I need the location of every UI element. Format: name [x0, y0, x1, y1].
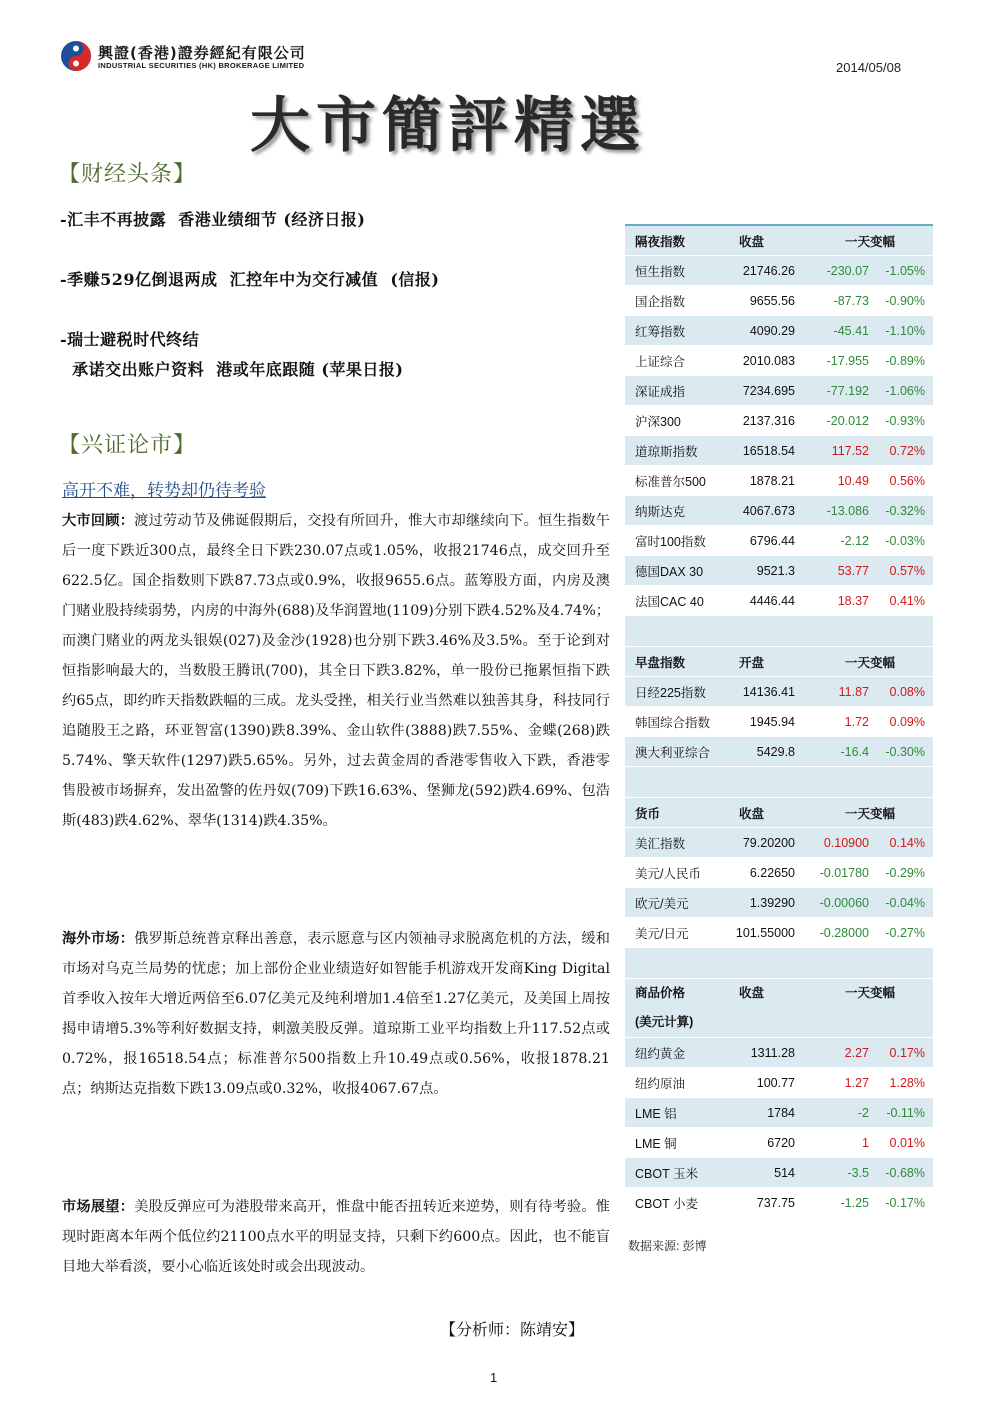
table-row [625, 1128, 933, 1158]
row-change-cell: 53.77 [837, 563, 869, 578]
market-data-table [625, 224, 933, 1218]
row-pct-cell: -0.89% [885, 353, 925, 368]
row-pct-cell: -1.05% [885, 263, 925, 278]
row-change-cell: 2.27 [844, 1045, 869, 1060]
overseas-label: 海外市场： [62, 931, 135, 947]
row-close-cell: 5429.8 [756, 744, 795, 759]
table-row [625, 1188, 933, 1218]
overseas-text: 俄罗斯总统普京释出善意，表示愿意与区内领袖寻求脱离危机的方法，缓和市场对乌克兰局势的忧虑；加上部份企业业绩造好如智能手机游戏开发商King Digital首季收入按年大增近两倍至6.07亿美元及纯利增加1.4倍至1.27亿美元，及美国上周按揭申请增5.3%等利好数据支持，刺激美股反弹。道琼斯工业平均指数上升117.52点或0.72%，报16518.54点；标准普尔500指数上升10.49点或0.56%，收报1878.21点；纳斯达克指数下跌13.09点或0.32%，收报4067.67点。 [62, 931, 610, 1097]
table-spacer [625, 767, 933, 798]
table-header-row [625, 979, 933, 1038]
commentary-subtitle: 高开不难，转势却仍待考验 [62, 481, 266, 501]
row-change-cell: -3.5 [847, 1165, 869, 1180]
row-change-cell: -0.01780 [819, 865, 869, 880]
row-close-cell: 514 [774, 1165, 795, 1180]
row-close-cell: 79.20200 [742, 835, 795, 850]
row-name-cell: LME 铜 [635, 1136, 677, 1151]
company-name-en: INDUSTRIAL SECURITIES (HK) BROKERAGE LIMITED [98, 61, 305, 70]
row-name-cell: 韩国综合指数 [635, 715, 711, 730]
header-cell-change: 一天变幅 [844, 806, 895, 821]
market-review-paragraph [62, 506, 610, 836]
table-header-row [625, 798, 933, 828]
row-name-cell: 纽约黄金 [635, 1046, 686, 1061]
table-row [625, 406, 933, 436]
outlook-paragraph [62, 1192, 610, 1282]
header-cell-change: 一天变幅 [844, 986, 895, 1000]
row-name-cell: 日经225指数 [635, 685, 706, 700]
row-name-cell: 道琼斯指数 [635, 444, 698, 459]
table-row [625, 286, 933, 316]
table-row [625, 586, 933, 616]
row-close-cell: 4067.673 [742, 503, 795, 518]
row-change-cell: -77.192 [826, 383, 869, 398]
row-pct-cell: -0.32% [885, 503, 925, 518]
row-name-cell: 德国DAX 30 [635, 564, 704, 579]
row-pct-cell: -0.11% [886, 1105, 925, 1120]
row-pct-cell: 0.57% [889, 563, 925, 578]
row-close-cell: 1311.28 [750, 1045, 795, 1060]
row-close-cell: 9521.3 [756, 563, 795, 578]
row-name-cell: 标准普尔500 [635, 474, 706, 489]
row-pct-cell: -0.27% [885, 925, 925, 940]
row-close-cell: 21746.26 [742, 263, 795, 278]
row-change-cell: 11.87 [838, 684, 869, 699]
table-row [625, 1068, 933, 1098]
row-pct-cell: -0.93% [885, 413, 925, 428]
row-close-cell: 9655.56 [749, 293, 795, 308]
row-close-cell: 4090.29 [749, 323, 795, 338]
page-title: 大市簡評精選 [250, 91, 646, 161]
row-close-cell: 16518.54 [742, 443, 795, 458]
table-row [625, 1158, 933, 1188]
row-close-cell: 4446.44 [749, 593, 795, 608]
header-label: 货币 [635, 806, 661, 821]
news-item: 承诺交出账户资料 港或年底跟随 (苹果日报) [60, 360, 404, 379]
market-review-label: 大市回顾： [62, 513, 135, 529]
table-row [625, 888, 933, 918]
row-close-cell: 100.77 [756, 1075, 795, 1090]
row-change-cell: -2.12 [840, 533, 869, 548]
table-spacer [625, 948, 933, 979]
table-row [625, 526, 933, 556]
row-pct-cell: -0.90% [885, 293, 925, 308]
outlook-text: 美股反弹应可为港股带来高开，惟盘中能否扭转近来逆势，则有待考验。惟现时距离本年两个低位约21100点水平的明显支持，只剩下约600点。因此，也不能盲目地大举看淡，要小心临近该处时或会出现波动。 [62, 1199, 610, 1275]
row-change-cell: -13.086 [826, 503, 869, 518]
market-review-text: 渡过劳动节及佛诞假期后，交投有所回升，惟大市却继续向下。恒生指数午后一度下跌近300点，最终全日下跌230.07点或1.05%，收报21746点，成交回升至622.5亿。国企指数则下跌87.73点或0.9%，收报9655.6点。蓝筹股方面，内房及澳门赌业股持续弱势，内房的中海外(688)及华润置地(1109)分别下跌4.52%及4.74%；而澳门赌业的两龙头银娱(027)及金沙(1928)也分别下跌3.46%及3.5%。至于论到对恒指影响最大的，当数股王腾讯(700)，其全日下跌3.82%，单一股份已拖累恒指下跌约65点，即约昨天指数跌幅的三成。龙头受挫，相关行业当然难以独善其身，科技同行追随股王之路，环亚智富(1390)跌8.39%、金山软件(3888)跌7.55%、金蝶(268)跌5.74%、擎天软件(1297)跌5.65%。另外，过去黄金周的香港零售收入下跌，香港零售股被市场摒弃，发出盈警的佐丹奴(709)下跌16.63%、堡狮龙(592)跌4.69%、包浩斯(483)跌4.62%、翠华(1314)跌4.35%。 [62, 513, 610, 829]
table-row [625, 316, 933, 346]
row-change-cell: -16.4 [840, 744, 869, 759]
header-cell-close: 开盘 [739, 655, 765, 670]
outlook-label: 市场展望： [62, 1199, 135, 1215]
row-pct-cell: 0.01% [889, 1135, 925, 1150]
row-name-cell: 纳斯达克 [635, 504, 686, 519]
row-change-cell: -0.28000 [819, 925, 869, 940]
table-row [625, 436, 933, 466]
row-close-cell: 737.75 [756, 1195, 795, 1210]
table-row [625, 556, 933, 586]
row-pct-cell: 0.17% [889, 1045, 925, 1060]
row-name-cell: 恒生指数 [635, 264, 686, 279]
row-pct-cell: 1.28% [889, 1075, 925, 1090]
commodity-table [625, 979, 933, 1218]
table-row [625, 346, 933, 376]
row-name-cell: 法国CAC 40 [635, 594, 704, 609]
row-close-cell: 1.39290 [749, 895, 795, 910]
news-item: -瑞士避税时代终结 [60, 330, 200, 349]
header-sub-label: (美元计算) [635, 1015, 694, 1029]
header-cell-name [625, 653, 723, 671]
row-close-cell: 1878.21 [749, 473, 795, 488]
row-change-cell: -0.00060 [819, 895, 869, 910]
news-item: -汇丰不再披露 香港业绩细节 (经济日报) [60, 210, 366, 229]
table-header-row [625, 647, 933, 677]
page-number: 1 [490, 1370, 498, 1385]
table-row [625, 707, 933, 737]
table-row [625, 918, 933, 948]
row-name-cell: CBOT 玉米 [635, 1166, 698, 1181]
table-row [625, 256, 933, 286]
row-pct-cell: 0.14% [889, 835, 925, 850]
table-row [625, 496, 933, 526]
row-close-cell: 6796.44 [749, 533, 795, 548]
data-source-note: 数据来源: 彭博 [628, 1239, 707, 1253]
header-cell-name [625, 232, 723, 250]
row-close-cell: 14136.41 [742, 684, 795, 699]
row-change-cell: 1.72 [844, 714, 869, 729]
row-name-cell: 富时100指数 [635, 534, 706, 549]
row-pct-cell: -1.10% [885, 323, 925, 338]
currency-table [625, 798, 933, 948]
row-close-cell: 7234.695 [742, 383, 795, 398]
row-change-cell: 117.52 [831, 443, 869, 458]
row-pct-cell: -0.68% [885, 1165, 925, 1180]
company-logo-icon [60, 40, 92, 72]
row-change-cell: -230.07 [826, 263, 869, 278]
header-cell-change: 一天变幅 [844, 655, 895, 670]
header-cell-close: 收盘 [739, 234, 765, 249]
row-name-cell: 欧元/美元 [635, 896, 689, 911]
row-change-cell: 1 [862, 1135, 869, 1150]
row-change-cell: -87.73 [833, 293, 869, 308]
row-name-cell: 澳大利亚综合 [635, 745, 711, 760]
row-pct-cell: -0.30% [885, 744, 925, 759]
table-row [625, 858, 933, 888]
header-label: 隔夜指数 [635, 234, 686, 249]
table-row [625, 466, 933, 496]
morning-index-table [625, 647, 933, 767]
overnight-index-table [625, 226, 933, 616]
company-name-cn: 興證(香港)證券經紀有限公司 [98, 44, 306, 62]
table-row [625, 677, 933, 707]
header-cell-close: 收盘 [739, 806, 765, 821]
commentary-heading: 【兴证论市】 [58, 433, 197, 458]
row-name-cell: 深证成指 [635, 384, 686, 399]
header-label: 商品价格 [635, 986, 686, 1000]
row-name-cell: 美汇指数 [635, 836, 686, 851]
row-name-cell: 美元/日元 [635, 926, 689, 941]
row-close-cell: 2137.316 [742, 413, 795, 428]
row-name-cell: 红筹指数 [635, 324, 686, 339]
header-label: 早盘指数 [635, 655, 686, 670]
table-row [625, 1098, 933, 1128]
row-pct-cell: 0.08% [889, 684, 925, 699]
row-name-cell: 国企指数 [635, 294, 686, 309]
row-pct-cell: 0.72% [889, 443, 925, 458]
row-close-cell: 1784 [767, 1105, 795, 1120]
overseas-paragraph [62, 924, 610, 1104]
row-pct-cell: -0.29% [885, 865, 925, 880]
row-pct-cell: -0.17% [885, 1195, 925, 1210]
row-change-cell: 1.27 [844, 1075, 869, 1090]
table-spacer [625, 616, 933, 647]
analyst-credit: 【分析师：陈靖安】 [440, 1320, 585, 1339]
table-row [625, 1038, 933, 1068]
row-pct-cell: -1.06% [885, 383, 925, 398]
news-item: -季赚529亿倒退两成 汇控年中为交行减值 (信报) [60, 270, 440, 289]
row-pct-cell: 0.41% [889, 593, 925, 608]
row-change-cell: 18.37 [837, 593, 869, 608]
header-cell-name [625, 979, 723, 1037]
row-close-cell: 6720 [767, 1135, 795, 1150]
row-change-cell: 10.49 [837, 473, 869, 488]
row-change-cell: -1.25 [840, 1195, 869, 1210]
row-close-cell: 1945.94 [749, 714, 795, 729]
row-name-cell: 沪深300 [635, 414, 681, 429]
row-close-cell: 6.22650 [749, 865, 795, 880]
header-cell-close: 收盘 [739, 986, 765, 1000]
row-name-cell: 上证综合 [635, 354, 686, 369]
row-close-cell: 101.55000 [735, 925, 795, 940]
row-change-cell: -2 [857, 1105, 869, 1120]
row-change-cell: 0.10900 [823, 835, 869, 850]
row-change-cell: -20.012 [826, 413, 869, 428]
row-pct-cell: -0.04% [885, 895, 925, 910]
row-pct-cell: -0.03% [885, 533, 925, 548]
table-row [625, 376, 933, 406]
row-change-cell: -45.41 [833, 323, 869, 338]
news-heading: 【财经头条】 [58, 162, 197, 187]
row-name-cell: CBOT 小麦 [635, 1196, 698, 1211]
row-name-cell: 美元/人民币 [635, 866, 701, 881]
row-change-cell: -17.955 [826, 353, 869, 368]
report-date: 2014/05/08 [836, 60, 902, 75]
row-name-cell: 纽约原油 [635, 1076, 686, 1091]
table-row [625, 828, 933, 858]
row-close-cell: 2010.083 [742, 353, 795, 368]
row-pct-cell: 0.56% [889, 473, 925, 488]
table-header-row [625, 226, 933, 256]
row-pct-cell: 0.09% [889, 714, 925, 729]
table-row [625, 737, 933, 767]
header-cell-change: 一天变幅 [844, 234, 895, 249]
row-name-cell: LME 铝 [635, 1106, 677, 1121]
header-cell-name [625, 804, 723, 822]
